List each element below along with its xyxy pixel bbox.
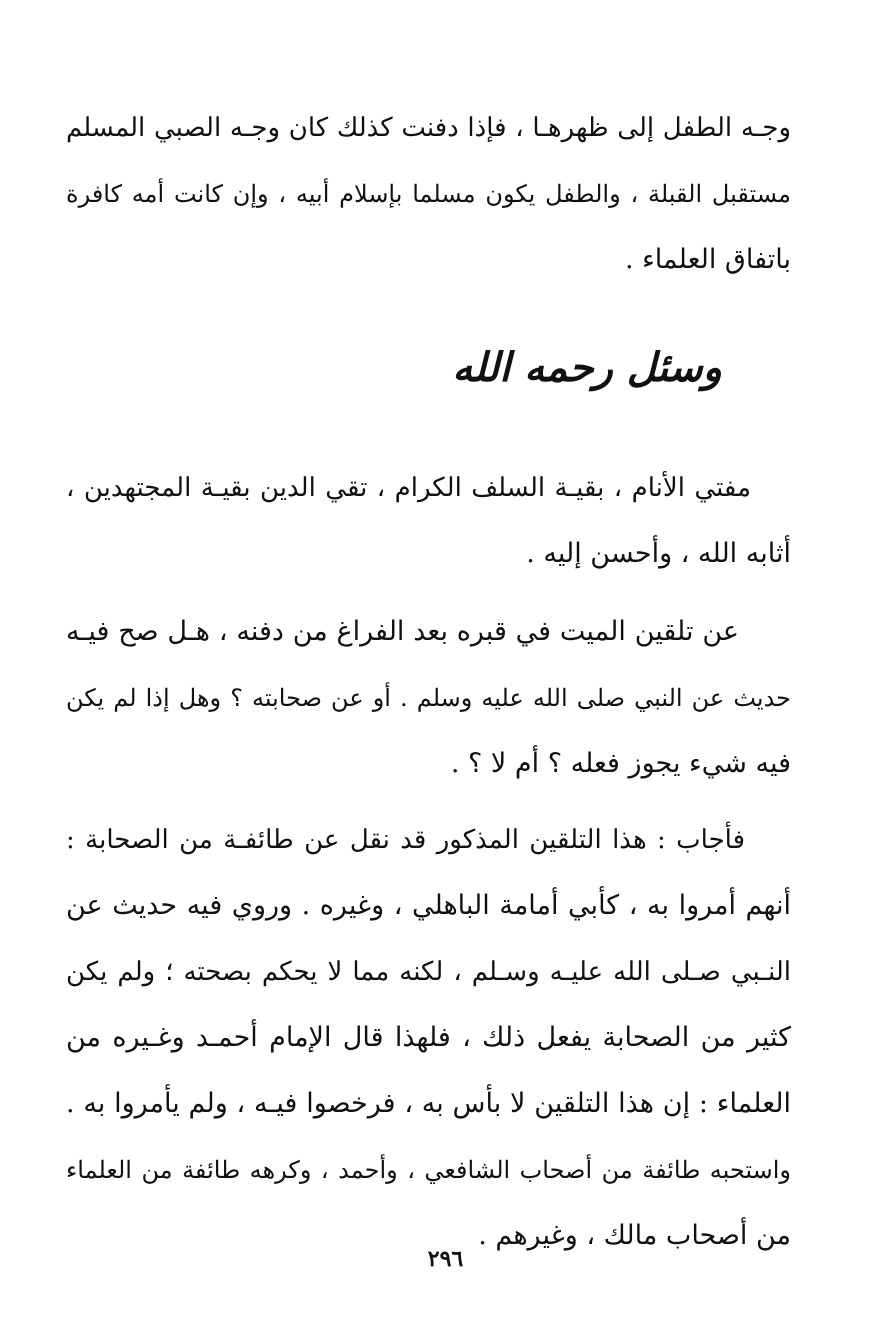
paragraph-4 — [66, 807, 791, 1269]
paragraph-line: كثير من الصحابة يفعل ذلك ، فلهذا قال الإمام أحمـد وغـيره من — [66, 1022, 791, 1053]
paragraph-2 — [66, 455, 791, 587]
paragraph-line: مستقبل القبلة ، والطفل يكون مسلما بإسلام أبيه ، وإن كانت أمه كافرة — [66, 180, 791, 208]
paragraph-line: مفتي الأنام ، بقيـة السلف الكرام ، تقي الدين بقيـة المجتهدين ، — [66, 473, 751, 503]
paragraph-line: النـبي صـلى الله عليـه وسـلم ، لكنه مما لا يحكم بصحته ؛ ولم يكن — [66, 957, 791, 987]
paragraph-line: أنهم أمروا به ، كأبي أمامة الباهلي ، وغيره . وروي فيه حديث عن — [66, 890, 791, 921]
paragraph-line: حديث عن النبي صلى الله عليه وسلم . أو عن صحابته ؟ وهل إذا لم يكن — [66, 684, 791, 712]
paragraph-line: وجـه الطفل إلى ظهرهـا ، فإذا دفنت كذلك كان وجـه الصبي المسلم — [66, 113, 791, 143]
paragraph-line: من أصحاب مالك ، وغيرهم . — [478, 1220, 791, 1251]
paragraph-line: واستحبه طائفة من أصحاب الشافعي ، وأحمد ، وكرهه طائفة من العلماء — [66, 1156, 791, 1184]
paragraph-line: أثابه الله ، وأحسن إليه . — [526, 538, 791, 569]
page-number: ٢٩٦ — [427, 1246, 464, 1272]
paragraph-line: عن تلقين الميت في قبره بعد الفراغ من دفنه ، هـل صح فيـه — [66, 616, 739, 647]
paragraph-line: فيه شيء يجوز فعله ؟ أم لا ؟ . — [450, 748, 791, 779]
paragraph-line: فأجاب : هذا التلقين المذكور قد نقل عن طائفـة من الصحابة : — [66, 825, 745, 855]
paragraph-line: العلماء : إن هذا التلقين لا بأس به ، فرخصوا فيـه ، ولم يأمروا به . — [66, 1088, 791, 1119]
section-heading: وسئل رحمه الله — [452, 344, 722, 391]
paragraph-line: باتفاق العلماء . — [624, 244, 791, 275]
paragraph-3 — [66, 599, 791, 797]
paragraph-1 — [66, 95, 791, 293]
